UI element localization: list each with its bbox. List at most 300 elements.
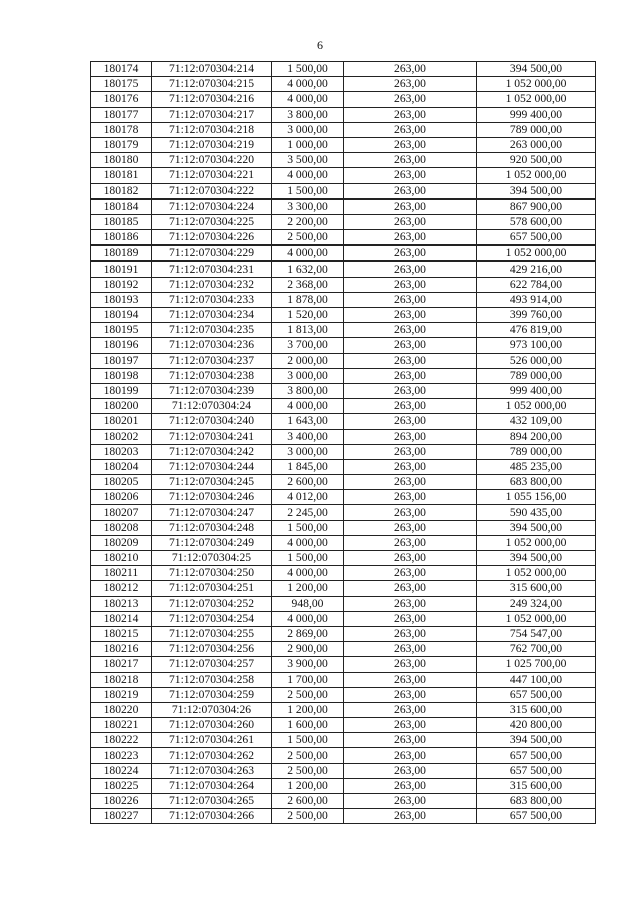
- sum-cell: 394 500,00: [477, 520, 596, 535]
- sum-cell: 999 400,00: [477, 107, 596, 122]
- area-cell: 3 000,00: [272, 122, 344, 137]
- sum-cell: 485 235,00: [477, 459, 596, 474]
- table-row: [91, 261, 596, 277]
- sum-cell: 1 052 000,00: [477, 399, 596, 414]
- rate-cell: 263,00: [344, 277, 477, 292]
- row-number-cell: 180181: [91, 168, 152, 183]
- rate-cell: 263,00: [344, 92, 477, 107]
- row-number-cell: 180213: [91, 596, 152, 611]
- rate-cell: 263,00: [344, 581, 477, 596]
- table-row: [91, 107, 596, 122]
- area-cell: 3 800,00: [272, 107, 344, 122]
- area-cell: 2 900,00: [272, 642, 344, 657]
- sum-cell: 999 400,00: [477, 383, 596, 398]
- table-row: [91, 475, 596, 490]
- row-number-cell: 180200: [91, 399, 152, 414]
- rate-cell: 263,00: [344, 414, 477, 429]
- cadastral-number-cell: 71:12:070304:240: [152, 414, 272, 429]
- rate-cell: 263,00: [344, 748, 477, 763]
- table-row: [91, 687, 596, 702]
- row-number-cell: 180225: [91, 778, 152, 793]
- table-row: [91, 153, 596, 168]
- table-body: [91, 62, 596, 824]
- cadastral-table: [90, 61, 596, 824]
- row-number-cell: 180227: [91, 809, 152, 824]
- sum-cell: 429 216,00: [477, 261, 596, 277]
- table-row: [91, 596, 596, 611]
- table-row: [91, 520, 596, 535]
- rate-cell: 263,00: [344, 794, 477, 809]
- rate-cell: 263,00: [344, 308, 477, 323]
- row-number-cell: 180220: [91, 702, 152, 717]
- sum-cell: 394 500,00: [477, 551, 596, 566]
- rate-cell: 263,00: [344, 261, 477, 277]
- sum-cell: 1 055 156,00: [477, 490, 596, 505]
- sum-cell: 447 100,00: [477, 672, 596, 687]
- row-number-cell: 180191: [91, 261, 152, 277]
- table-row: [91, 62, 596, 77]
- table-row: [91, 323, 596, 338]
- row-number-cell: 180193: [91, 292, 152, 307]
- cadastral-number-cell: 71:12:070304:264: [152, 778, 272, 793]
- area-cell: 4 000,00: [272, 611, 344, 626]
- row-number-cell: 180185: [91, 214, 152, 229]
- table-row: [91, 199, 596, 215]
- table-row: [91, 137, 596, 152]
- cadastral-number-cell: 71:12:070304:247: [152, 505, 272, 520]
- row-number-cell: 180205: [91, 475, 152, 490]
- row-number-cell: 180223: [91, 748, 152, 763]
- cadastral-number-cell: 71:12:070304:218: [152, 122, 272, 137]
- sum-cell: 867 900,00: [477, 199, 596, 215]
- row-number-cell: 180189: [91, 245, 152, 261]
- table-row: [91, 581, 596, 596]
- row-number-cell: 180202: [91, 429, 152, 444]
- table-row: [91, 338, 596, 353]
- cadastral-number-cell: 71:12:070304:249: [152, 535, 272, 550]
- cadastral-number-cell: 71:12:070304:257: [152, 657, 272, 672]
- sum-cell: 622 784,00: [477, 277, 596, 292]
- sum-cell: 894 200,00: [477, 429, 596, 444]
- sum-cell: 657 500,00: [477, 687, 596, 702]
- area-cell: 1 500,00: [272, 733, 344, 748]
- rate-cell: 263,00: [344, 687, 477, 702]
- cadastral-number-cell: 71:12:070304:266: [152, 809, 272, 824]
- area-cell: 1 600,00: [272, 718, 344, 733]
- sum-cell: 263 000,00: [477, 137, 596, 152]
- cadastral-number-cell: 71:12:070304:255: [152, 626, 272, 641]
- cadastral-number-cell: 71:12:070304:237: [152, 353, 272, 368]
- table-row: [91, 444, 596, 459]
- cadastral-number-cell: 71:12:070304:219: [152, 137, 272, 152]
- row-number-cell: 180211: [91, 566, 152, 581]
- row-number-cell: 180212: [91, 581, 152, 596]
- sum-cell: 789 000,00: [477, 444, 596, 459]
- area-cell: 4 000,00: [272, 535, 344, 550]
- area-cell: 1 632,00: [272, 261, 344, 277]
- cadastral-number-cell: 71:12:070304:261: [152, 733, 272, 748]
- rate-cell: 263,00: [344, 338, 477, 353]
- sum-cell: 657 500,00: [477, 809, 596, 824]
- row-number-cell: 180176: [91, 92, 152, 107]
- area-cell: 2 000,00: [272, 353, 344, 368]
- cadastral-number-cell: 71:12:070304:233: [152, 292, 272, 307]
- sum-cell: 1 052 000,00: [477, 92, 596, 107]
- row-number-cell: 180210: [91, 551, 152, 566]
- rate-cell: 263,00: [344, 323, 477, 338]
- area-cell: 2 869,00: [272, 626, 344, 641]
- cadastral-number-cell: 71:12:070304:229: [152, 245, 272, 261]
- area-cell: 3 000,00: [272, 444, 344, 459]
- table-row: [91, 77, 596, 92]
- table-row: [91, 763, 596, 778]
- cadastral-number-cell: 71:12:070304:244: [152, 459, 272, 474]
- area-cell: 4 000,00: [272, 168, 344, 183]
- area-cell: 1 000,00: [272, 137, 344, 152]
- rate-cell: 263,00: [344, 596, 477, 611]
- sum-cell: 315 600,00: [477, 778, 596, 793]
- area-cell: 1 500,00: [272, 520, 344, 535]
- rate-cell: 263,00: [344, 183, 477, 199]
- area-cell: 2 500,00: [272, 748, 344, 763]
- cadastral-number-cell: 71:12:070304:24: [152, 399, 272, 414]
- cadastral-number-cell: 71:12:070304:232: [152, 277, 272, 292]
- area-cell: 4 000,00: [272, 566, 344, 581]
- sum-cell: 1 052 000,00: [477, 611, 596, 626]
- area-cell: 3 400,00: [272, 429, 344, 444]
- table-row: [91, 399, 596, 414]
- area-cell: 2 500,00: [272, 687, 344, 702]
- rate-cell: 263,00: [344, 566, 477, 581]
- sum-cell: 394 500,00: [477, 62, 596, 77]
- rate-cell: 263,00: [344, 399, 477, 414]
- table-row: [91, 702, 596, 717]
- table-row: [91, 277, 596, 292]
- area-cell: 3 000,00: [272, 368, 344, 383]
- area-cell: 3 800,00: [272, 383, 344, 398]
- row-number-cell: 180218: [91, 672, 152, 687]
- table-row: [91, 490, 596, 505]
- rate-cell: 263,00: [344, 459, 477, 474]
- table-row: [91, 672, 596, 687]
- row-number-cell: 180184: [91, 199, 152, 215]
- sum-cell: 526 000,00: [477, 353, 596, 368]
- rate-cell: 263,00: [344, 535, 477, 550]
- row-number-cell: 180224: [91, 763, 152, 778]
- sum-cell: 1 052 000,00: [477, 535, 596, 550]
- table-row: [91, 183, 596, 199]
- cadastral-number-cell: 71:12:070304:238: [152, 368, 272, 383]
- table-row: [91, 368, 596, 383]
- cadastral-number-cell: 71:12:070304:231: [152, 261, 272, 277]
- sum-cell: 420 800,00: [477, 718, 596, 733]
- row-number-cell: 180198: [91, 368, 152, 383]
- cadastral-number-cell: 71:12:070304:251: [152, 581, 272, 596]
- sum-cell: 754 547,00: [477, 626, 596, 641]
- table-row: [91, 214, 596, 229]
- area-cell: 3 500,00: [272, 153, 344, 168]
- rate-cell: 263,00: [344, 490, 477, 505]
- row-number-cell: 180182: [91, 183, 152, 199]
- rate-cell: 263,00: [344, 245, 477, 261]
- table-row: [91, 429, 596, 444]
- area-cell: 3 700,00: [272, 338, 344, 353]
- row-number-cell: 180217: [91, 657, 152, 672]
- rate-cell: 263,00: [344, 718, 477, 733]
- rate-cell: 263,00: [344, 292, 477, 307]
- cadastral-number-cell: 71:12:070304:250: [152, 566, 272, 581]
- cadastral-number-cell: 71:12:070304:216: [152, 92, 272, 107]
- row-number-cell: 180186: [91, 230, 152, 246]
- area-cell: 1 700,00: [272, 672, 344, 687]
- cadastral-number-cell: 71:12:070304:262: [152, 748, 272, 763]
- rate-cell: 263,00: [344, 383, 477, 398]
- row-number-cell: 180204: [91, 459, 152, 474]
- sum-cell: 394 500,00: [477, 733, 596, 748]
- rate-cell: 263,00: [344, 611, 477, 626]
- table-row: [91, 535, 596, 550]
- area-cell: 4 000,00: [272, 399, 344, 414]
- sum-cell: 683 800,00: [477, 475, 596, 490]
- cadastral-number-cell: 71:12:070304:236: [152, 338, 272, 353]
- table-row: [91, 642, 596, 657]
- sum-cell: 1 052 000,00: [477, 245, 596, 261]
- area-cell: 4 012,00: [272, 490, 344, 505]
- sum-cell: 683 800,00: [477, 794, 596, 809]
- cadastral-number-cell: 71:12:070304:239: [152, 383, 272, 398]
- rate-cell: 263,00: [344, 657, 477, 672]
- area-cell: 3 300,00: [272, 199, 344, 215]
- table-row: [91, 292, 596, 307]
- cadastral-number-cell: 71:12:070304:220: [152, 153, 272, 168]
- table-row: [91, 809, 596, 824]
- area-cell: 3 900,00: [272, 657, 344, 672]
- table-row: [91, 778, 596, 793]
- rate-cell: 263,00: [344, 778, 477, 793]
- row-number-cell: 180226: [91, 794, 152, 809]
- area-cell: 1 500,00: [272, 551, 344, 566]
- sum-cell: 1 052 000,00: [477, 168, 596, 183]
- area-cell: 2 600,00: [272, 794, 344, 809]
- table-row: [91, 414, 596, 429]
- sum-cell: 315 600,00: [477, 702, 596, 717]
- area-cell: 4 000,00: [272, 245, 344, 261]
- cadastral-number-cell: 71:12:070304:245: [152, 475, 272, 490]
- rate-cell: 263,00: [344, 763, 477, 778]
- rate-cell: 263,00: [344, 368, 477, 383]
- area-cell: 948,00: [272, 596, 344, 611]
- row-number-cell: 180199: [91, 383, 152, 398]
- area-cell: 1 643,00: [272, 414, 344, 429]
- row-number-cell: 180201: [91, 414, 152, 429]
- area-cell: 2 368,00: [272, 277, 344, 292]
- cadastral-number-cell: 71:12:070304:265: [152, 794, 272, 809]
- cadastral-number-cell: 71:12:070304:226: [152, 230, 272, 246]
- sum-cell: 920 500,00: [477, 153, 596, 168]
- row-number-cell: 180216: [91, 642, 152, 657]
- area-cell: 1 500,00: [272, 62, 344, 77]
- rate-cell: 263,00: [344, 153, 477, 168]
- area-cell: 2 500,00: [272, 230, 344, 246]
- table-row: [91, 92, 596, 107]
- area-cell: 1 813,00: [272, 323, 344, 338]
- cadastral-number-cell: 71:12:070304:26: [152, 702, 272, 717]
- rate-cell: 263,00: [344, 62, 477, 77]
- sum-cell: 249 324,00: [477, 596, 596, 611]
- rate-cell: 263,00: [344, 199, 477, 215]
- cadastral-number-cell: 71:12:070304:256: [152, 642, 272, 657]
- rate-cell: 263,00: [344, 429, 477, 444]
- table-row: [91, 733, 596, 748]
- rate-cell: 263,00: [344, 77, 477, 92]
- table-row: [91, 718, 596, 733]
- cadastral-number-cell: 71:12:070304:248: [152, 520, 272, 535]
- area-cell: 1 200,00: [272, 702, 344, 717]
- rate-cell: 263,00: [344, 475, 477, 490]
- rate-cell: 263,00: [344, 353, 477, 368]
- table-row: [91, 168, 596, 183]
- sum-cell: 762 700,00: [477, 642, 596, 657]
- cadastral-number-cell: 71:12:070304:222: [152, 183, 272, 199]
- area-cell: 2 200,00: [272, 214, 344, 229]
- sum-cell: 493 914,00: [477, 292, 596, 307]
- cadastral-number-cell: 71:12:070304:258: [152, 672, 272, 687]
- sum-cell: 590 435,00: [477, 505, 596, 520]
- cadastral-number-cell: 71:12:070304:221: [152, 168, 272, 183]
- rate-cell: 263,00: [344, 122, 477, 137]
- row-number-cell: 180214: [91, 611, 152, 626]
- rate-cell: 263,00: [344, 809, 477, 824]
- area-cell: 1 878,00: [272, 292, 344, 307]
- area-cell: 2 600,00: [272, 475, 344, 490]
- area-cell: 2 245,00: [272, 505, 344, 520]
- cadastral-number-cell: 71:12:070304:260: [152, 718, 272, 733]
- area-cell: 1 200,00: [272, 778, 344, 793]
- cadastral-number-cell: 71:12:070304:254: [152, 611, 272, 626]
- page-number: 6: [317, 38, 323, 52]
- area-cell: 1 500,00: [272, 183, 344, 199]
- row-number-cell: 180215: [91, 626, 152, 641]
- row-number-cell: 180203: [91, 444, 152, 459]
- area-cell: 4 000,00: [272, 77, 344, 92]
- table-row: [91, 626, 596, 641]
- rate-cell: 263,00: [344, 702, 477, 717]
- row-number-cell: 180194: [91, 308, 152, 323]
- rate-cell: 263,00: [344, 626, 477, 641]
- table-row: [91, 748, 596, 763]
- area-cell: 1 520,00: [272, 308, 344, 323]
- sum-cell: 973 100,00: [477, 338, 596, 353]
- row-number-cell: 180208: [91, 520, 152, 535]
- rate-cell: 263,00: [344, 137, 477, 152]
- row-number-cell: 180207: [91, 505, 152, 520]
- table-row: [91, 122, 596, 137]
- sum-cell: 1 052 000,00: [477, 77, 596, 92]
- sum-cell: 432 109,00: [477, 414, 596, 429]
- cadastral-number-cell: 71:12:070304:224: [152, 199, 272, 215]
- table-row: [91, 245, 596, 261]
- sum-cell: 1 052 000,00: [477, 566, 596, 581]
- rate-cell: 263,00: [344, 551, 477, 566]
- cadastral-number-cell: 71:12:070304:217: [152, 107, 272, 122]
- rate-cell: 263,00: [344, 505, 477, 520]
- sum-cell: 476 819,00: [477, 323, 596, 338]
- sum-cell: 394 500,00: [477, 183, 596, 199]
- cadastral-number-cell: 71:12:070304:214: [152, 62, 272, 77]
- rate-cell: 263,00: [344, 642, 477, 657]
- sum-cell: 315 600,00: [477, 581, 596, 596]
- cadastral-number-cell: 71:12:070304:234: [152, 308, 272, 323]
- table-row: [91, 353, 596, 368]
- rate-cell: 263,00: [344, 168, 477, 183]
- row-number-cell: 180206: [91, 490, 152, 505]
- area-cell: 1 200,00: [272, 581, 344, 596]
- table-row: [91, 383, 596, 398]
- table-row: [91, 611, 596, 626]
- rate-cell: 263,00: [344, 733, 477, 748]
- cadastral-number-cell: 71:12:070304:241: [152, 429, 272, 444]
- sum-cell: 399 760,00: [477, 308, 596, 323]
- row-number-cell: 180178: [91, 122, 152, 137]
- rate-cell: 263,00: [344, 444, 477, 459]
- cadastral-number-cell: 71:12:070304:263: [152, 763, 272, 778]
- row-number-cell: 180177: [91, 107, 152, 122]
- row-number-cell: 180192: [91, 277, 152, 292]
- table-row: [91, 551, 596, 566]
- table-row: [91, 459, 596, 474]
- cadastral-number-cell: 71:12:070304:259: [152, 687, 272, 702]
- area-cell: 2 500,00: [272, 763, 344, 778]
- rate-cell: 263,00: [344, 214, 477, 229]
- table-row: [91, 230, 596, 246]
- sum-cell: 657 500,00: [477, 230, 596, 246]
- cadastral-number-cell: 71:12:070304:25: [152, 551, 272, 566]
- cadastral-number-cell: 71:12:070304:246: [152, 490, 272, 505]
- row-number-cell: 180209: [91, 535, 152, 550]
- area-cell: 4 000,00: [272, 92, 344, 107]
- cadastral-number-cell: 71:12:070304:235: [152, 323, 272, 338]
- sum-cell: 789 000,00: [477, 122, 596, 137]
- row-number-cell: 180175: [91, 77, 152, 92]
- area-cell: 1 845,00: [272, 459, 344, 474]
- row-number-cell: 180221: [91, 718, 152, 733]
- cadastral-number-cell: 71:12:070304:252: [152, 596, 272, 611]
- table-row: [91, 505, 596, 520]
- table-row: [91, 794, 596, 809]
- row-number-cell: 180197: [91, 353, 152, 368]
- rate-cell: 263,00: [344, 672, 477, 687]
- table-row: [91, 566, 596, 581]
- table-row: [91, 308, 596, 323]
- rate-cell: 263,00: [344, 107, 477, 122]
- rate-cell: 263,00: [344, 230, 477, 246]
- area-cell: 2 500,00: [272, 809, 344, 824]
- rate-cell: 263,00: [344, 520, 477, 535]
- row-number-cell: 180219: [91, 687, 152, 702]
- row-number-cell: 180179: [91, 137, 152, 152]
- row-number-cell: 180195: [91, 323, 152, 338]
- cadastral-number-cell: 71:12:070304:225: [152, 214, 272, 229]
- table-row: [91, 657, 596, 672]
- row-number-cell: 180222: [91, 733, 152, 748]
- sum-cell: 789 000,00: [477, 368, 596, 383]
- row-number-cell: 180180: [91, 153, 152, 168]
- row-number-cell: 180196: [91, 338, 152, 353]
- sum-cell: 657 500,00: [477, 748, 596, 763]
- cadastral-number-cell: 71:12:070304:242: [152, 444, 272, 459]
- sum-cell: 657 500,00: [477, 763, 596, 778]
- sum-cell: 1 025 700,00: [477, 657, 596, 672]
